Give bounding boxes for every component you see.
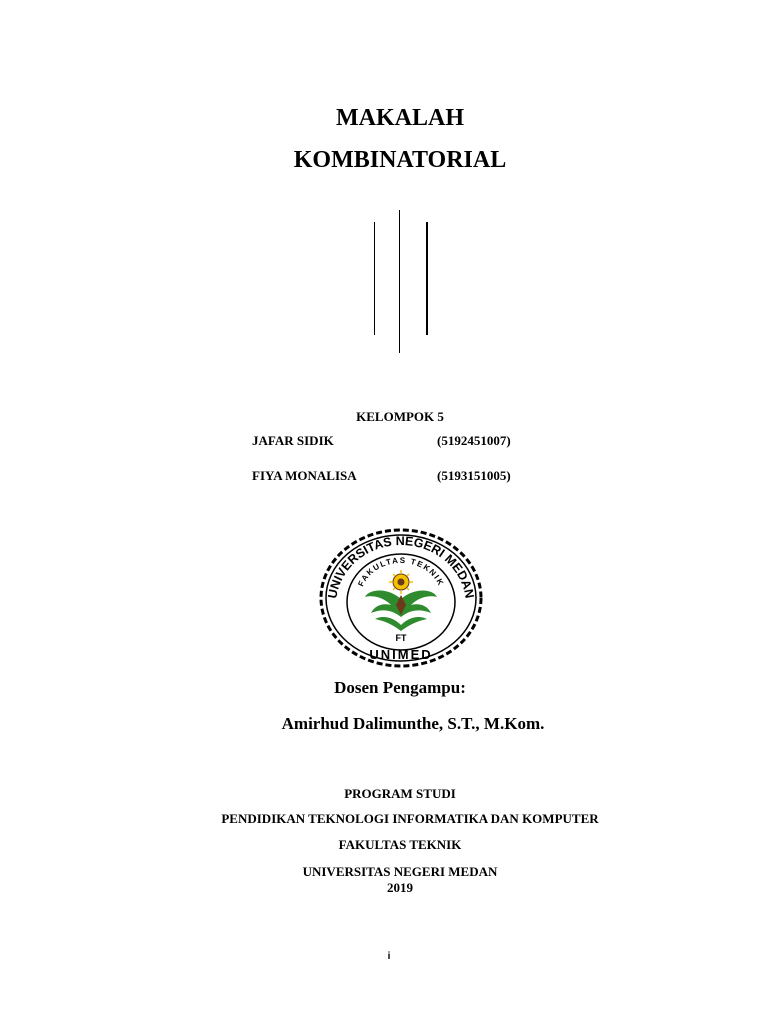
university-name: UNIVERSITAS NEGERI MEDAN — [302, 864, 498, 879]
decorative-line-middle — [399, 210, 400, 353]
member-id-1: (5192451007) — [437, 433, 511, 448]
year: 2019 — [387, 880, 413, 895]
logo-center-label: FT — [395, 633, 407, 643]
unimed-logo-icon — [317, 527, 485, 669]
lecturer-name: Amirhud Dalimunthe, S.T., M.Kom. — [281, 714, 545, 733]
member-id-2: (5193151005) — [437, 468, 511, 483]
faculty-name: FAKULTAS TEKNIK — [338, 837, 462, 852]
unimed-logo — [317, 527, 485, 669]
lecturer-label: Dosen Pengampu: — [334, 678, 466, 697]
page-number: i — [387, 951, 391, 962]
program-label: PROGRAM STUDI — [344, 786, 456, 801]
logo-bottom-text: UNIMED — [369, 647, 433, 662]
logo-inner-text: FAKULTAS TEKNIK — [356, 555, 446, 588]
group-label: KELOMPOK 5 — [356, 409, 444, 424]
member-name-2: FIYA MONALISA — [252, 468, 357, 483]
member-name-1: JAFAR SIDIK — [252, 433, 334, 448]
title-line-1: MAKALAH — [336, 105, 464, 131]
logo-outer-text: UNIVERSITAS NEGERI MEDAN — [325, 533, 477, 600]
title-line-2: KOMBINATORIAL — [293, 147, 507, 173]
program-name: PENDIDIKAN TEKNOLOGI INFORMATIKA DAN KOMPUTER — [221, 811, 599, 826]
decorative-line-left — [374, 222, 375, 335]
decorative-line-right — [426, 222, 428, 335]
